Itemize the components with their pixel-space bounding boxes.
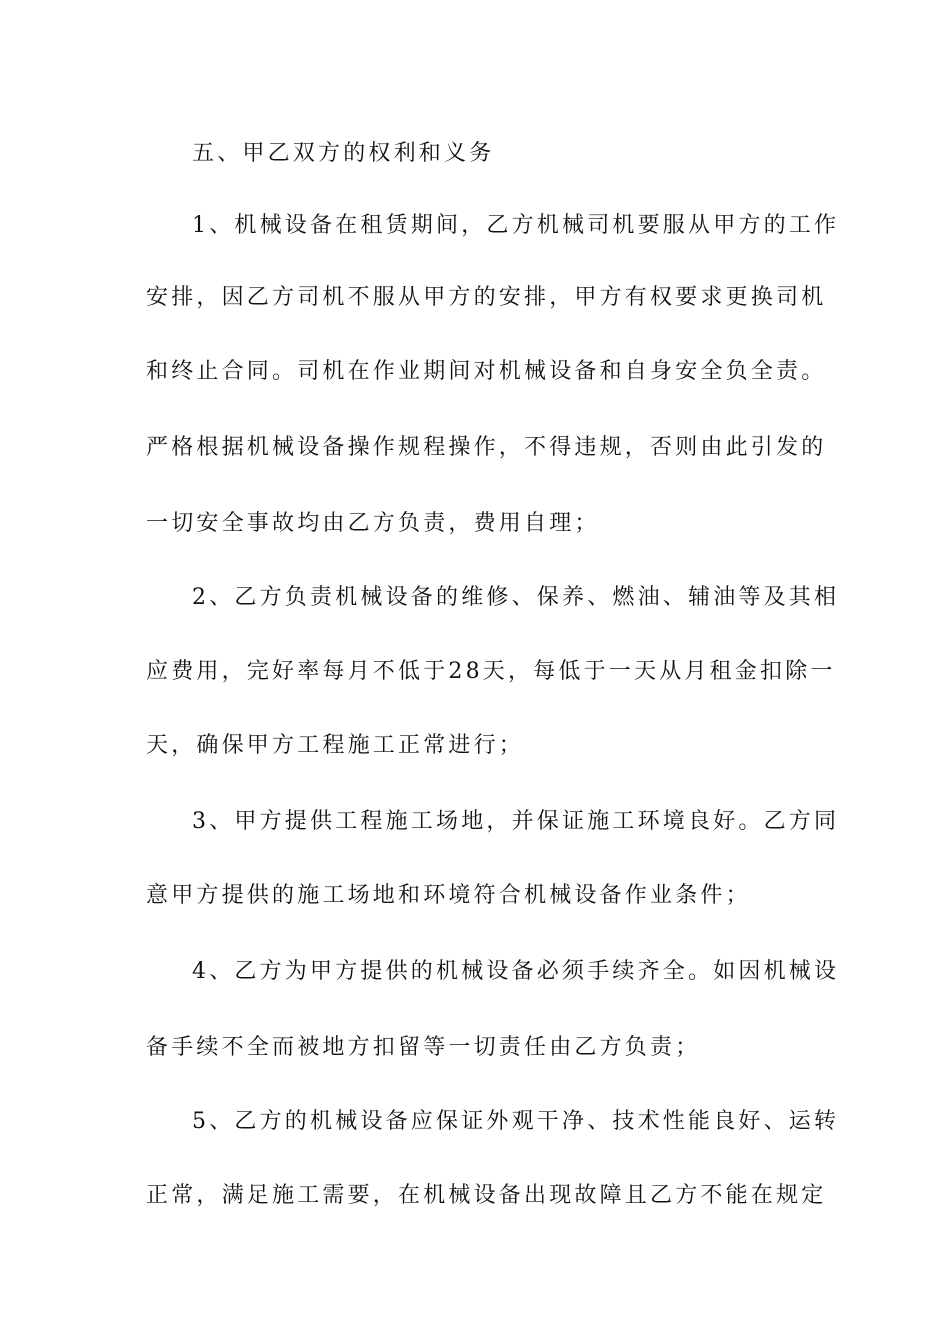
paragraph-line: 严格根据机械设备操作规程操作，不得违规，否则由此引发的 — [146, 435, 827, 460]
paragraph-line: 1、机械设备在租赁期间，乙方机械司机要服从甲方的工作 — [192, 213, 840, 238]
paragraph-line: 2、乙方负责机械设备的维修、保养、燃油、辅油等及其相 — [192, 585, 840, 610]
paragraph-line: 5、乙方的机械设备应保证外观干净、技术性能良好、运转 — [192, 1109, 840, 1134]
paragraph-line: 应费用，完好率每月不低于28天，每低于一天从月租金扣除一 — [146, 659, 836, 684]
paragraph-line: 3、甲方提供工程施工场地，并保证施工环境良好。乙方同 — [192, 809, 840, 834]
paragraph-line: 一切安全事故均由乙方负责，费用自理； — [146, 511, 600, 536]
section-heading: 五、甲乙双方的权利和义务 — [192, 141, 495, 166]
paragraph-line: 和终止合同。司机在作业期间对机械设备和自身安全负全责。 — [146, 359, 827, 384]
paragraph-line: 安排，因乙方司机不服从甲方的安排，甲方有权要求更换司机 — [146, 285, 827, 310]
paragraph-line: 备手续不全而被地方扣留等一切责任由乙方负责； — [146, 1035, 701, 1060]
paragraph-line: 意甲方提供的施工场地和环境符合机械设备作业条件； — [146, 883, 751, 908]
paragraph-line: 4、乙方为甲方提供的机械设备必须手续齐全。如因机械设 — [192, 959, 840, 984]
paragraph-line: 正常，满足施工需要，在机械设备出现故障且乙方不能在规定 — [146, 1183, 827, 1208]
paragraph-line: 天，确保甲方工程施工正常进行； — [146, 733, 525, 758]
